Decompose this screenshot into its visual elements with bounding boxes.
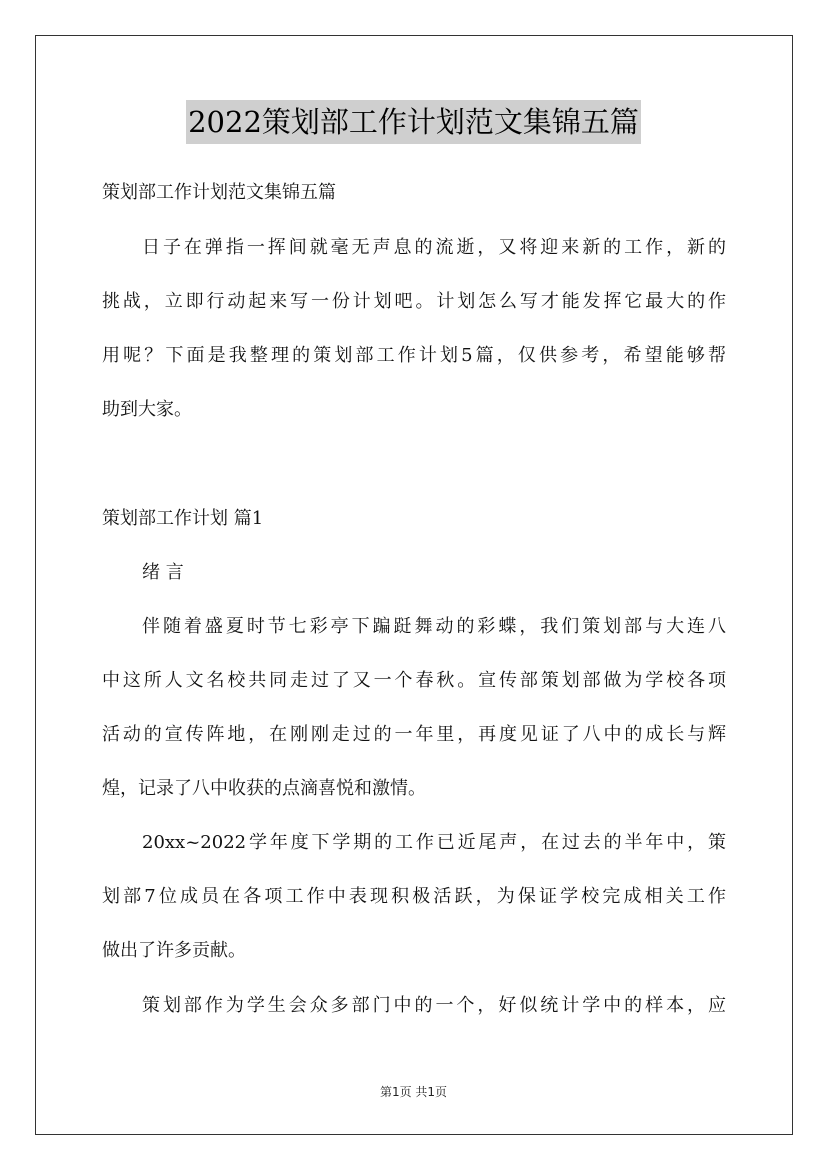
intro-paragraph-line: 用呢？下面是我整理的策划部工作计划5篇，仅供参考，希望能够帮 xyxy=(102,345,726,366)
body-paragraph-line: 划部7位成员在各项工作中表现积极活跃，为保证学校完成相关工作 xyxy=(102,886,726,907)
intro-paragraph-line: 日子在弹指一挥间就毫无声息的流逝，又将迎来新的工作，新的 xyxy=(142,237,726,258)
body-paragraph-line: 中这所人文名校共同走过了又一个春秋。宣传部策划部做为学校各项 xyxy=(102,670,726,691)
title-text: 2022策划部工作计划范文集锦五篇 xyxy=(186,100,641,144)
body-paragraph-line: 伴随着盛夏时节七彩亭下蹁跹舞动的彩蝶，我们策划部与大连八 xyxy=(142,616,726,637)
body-paragraph-line: 做出了许多贡献。 xyxy=(102,940,246,961)
document-title xyxy=(0,100,827,144)
body-paragraph-line: 20xx~2022学年度下学期的工作已近尾声，在过去的半年中，策 xyxy=(142,832,726,853)
body-paragraph-line: 煌，记录了八中收获的点滴喜悦和激情。 xyxy=(102,778,426,799)
page-footer: 第1页 共1页 xyxy=(379,1085,448,1099)
intro-paragraph-line: 挑战，立即行动起来写一份计划吧。计划怎么写才能发挥它最大的作 xyxy=(102,291,726,312)
section-heading: 策划部工作计划 篇1 xyxy=(102,508,264,529)
body-paragraph-line: 活动的宣传阵地，在刚刚走过的一年里，再度见证了八中的成长与辉 xyxy=(102,724,726,745)
intro-paragraph-line: 助到大家。 xyxy=(102,399,192,420)
body-paragraph-line: 策划部作为学生会众多部门中的一个，好似统计学中的样本，应 xyxy=(142,995,726,1016)
subtitle-line: 策划部工作计划范文集锦五篇 xyxy=(102,182,336,203)
subheading-preface: 绪 言 xyxy=(142,562,184,583)
